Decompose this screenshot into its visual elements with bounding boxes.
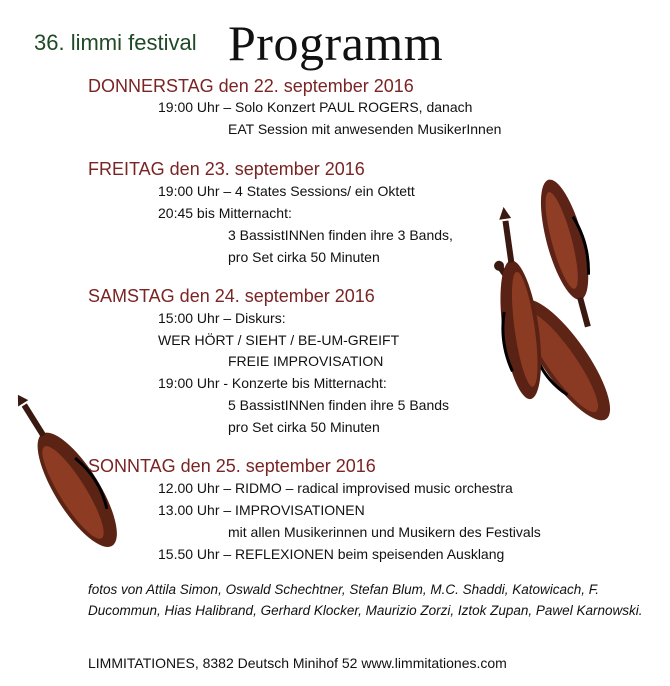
- festival-label: 36. limmi festival: [34, 30, 197, 55]
- program-line: 20:45 bis Mitternacht:: [158, 205, 292, 221]
- program-line: mit allen Musikerinnen und Musikern des Festivals: [228, 524, 541, 540]
- program-line: 19:00 Uhr – 4 States Sessions/ ein Oktett: [158, 183, 415, 199]
- day-heading-thursday: DONNERSTAG den 22. september 2016: [88, 76, 414, 96]
- program-line: EAT Session mit anwesenden MusikerInnen: [228, 121, 502, 137]
- program-line: 13.00 Uhr – IMPROVISATIONEN: [158, 502, 365, 518]
- program-line: pro Set cirka 50 Minuten: [228, 419, 380, 435]
- photo-credits: fotos von Attila Simon, Oswald Schechtner, Stefan Blum, M.C. Shaddi, Katowicach, F. Ducommun, Hias Halibrand, Gerhard Klocker, Maurizio Zorzi, Iztok Zupan, Pawel Karnowski.: [88, 582, 643, 618]
- program-line: pro Set cirka 50 Minuten: [228, 249, 380, 265]
- program-line: WER HÖRT / SIEHT / BE-UM-GREIFT: [158, 332, 400, 348]
- program-line: 19:00 Uhr – Solo Konzert PAUL ROGERS, danach: [158, 99, 473, 115]
- day-heading-saturday: SAMSTAG den 24. september 2016: [88, 286, 375, 306]
- program-line: 15:00 Uhr – Diskurs:: [158, 310, 286, 326]
- day-heading-friday: FREITAG den 23. september 2016: [88, 159, 365, 179]
- page-title: Programm: [228, 15, 444, 71]
- program-line: 5 BassistINNen finden ihre 5 Bands: [228, 397, 450, 413]
- program-line: 12.00 Uhr – RIDMO – radical improvised music orchestra: [158, 480, 513, 496]
- program-line: 3 BassistINNen finden ihre 3 Bands,: [228, 227, 453, 243]
- program-line: 15.50 Uhr – REFLEXIONEN beim speisenden Ausklang: [158, 546, 505, 562]
- double-bass-illustration-right: [470, 160, 650, 440]
- footer-address: LIMMITATIONES, 8382 Deutsch Minihof 52 www.limmitationes.com: [88, 655, 507, 671]
- day-heading-sunday: SONNTAG den 25. september 2016: [88, 456, 376, 476]
- program-line: 19:00 Uhr - Konzerte bis Mitternacht:: [158, 375, 387, 391]
- double-bass-illustration-left: [15, 395, 130, 555]
- program-line: FREIE IMPROVISATION: [228, 353, 384, 369]
